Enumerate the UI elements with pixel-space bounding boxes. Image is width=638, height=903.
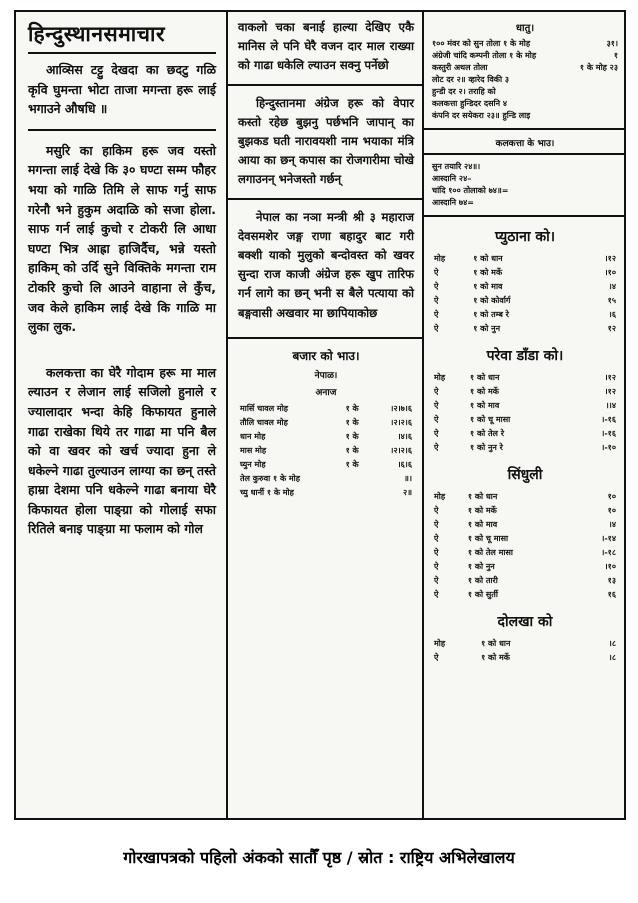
section-table <box>432 371 618 455</box>
metals-title: धातु। <box>515 23 535 34</box>
item-text: अंग्रेजी चांदि कम्पनी तोला १ के मोह <box>432 51 537 60</box>
news-item-4: वाकलो चका बनाई हाल्या देखिए एकै मानिस ले पनि घेरै वजन दार माल राख्या को गाढा धकेलि ल्याउन सक्नु पर्नेछो <box>238 20 414 73</box>
table-row <box>432 588 618 602</box>
item-cell: १ को माव <box>473 282 503 291</box>
divider <box>424 153 624 155</box>
qty-cell: १ के <box>345 459 359 469</box>
qty-cell: १ के <box>345 445 359 455</box>
qty-cell: १ के <box>345 417 359 427</box>
rate-cell: ।१२ <box>604 254 616 263</box>
item-text: कस्तुरी अथल तोला <box>432 63 488 72</box>
qty-cell <box>344 472 372 486</box>
news-item-5: हिन्दुस्तानमा अंग्रेज हरू को वेपार कस्तो रहेछ बुझनु पर्छभनि जापान् का बुझकड घती नारावयशी नाम भयाका मंत्रि आया का छन् कपास का रोजगारीमा चोखे लगाउनन् भनेजस्तो गर्छन् <box>238 95 414 187</box>
news-item-2: मसुरि का हाकिम हरू जव यस्तो मगन्ता लाई देखे कि ३० घण्टा सम्म फौहर भया को गाळि तिमि ले साफ गर्नु साफ गरेनौ भने हुकुम अदाळि को सजा होला. साफ गर्न लाई कुचो र टोकरी लि आधा घण्टा भित्र आह्रा हाजिर्दैच, भन्ने यस्तो हाकिम् को उर्दि सुने विक्तिके मगन्ता राम टोकरि कुचो लि आउने वाहाना ले कुँच, जव केले हाकिम लाई देखे कि गाळि मा लुका लुक. <box>28 142 216 335</box>
news-item-3: कलकत्ता का घेरै गोदाम हरू मा माल ल्याउन र लेजान लाई सजिलो हुनाले र ज्यालादार भन्दा केहि किफायत हुनाले गाढा राखेका थिये तर गाढा मा पनि बैल को वा खवर को खर्च ज्यादा हुना ले धकेल्ने गाढा तुल्याउन लाग्या का छन् तस्ते हाम्रा देशमा पनि धकेल्ने गाढा बनाया घेरै किफायत होला पाङ्ग्रा को गोलाई सफा रितिले बनाइ पाङ्ग्रा मा फलाम को गोल <box>28 364 216 537</box>
item-cell: १ को धान <box>470 373 500 382</box>
item-cell: १ को मर्के <box>473 268 503 277</box>
item-text: चांदि १०० तोलाको ७४॥= <box>432 186 509 195</box>
rate-cell: ।-१० <box>601 443 616 452</box>
calcutta-list <box>432 161 618 209</box>
rate-cell: ।४ <box>608 282 616 291</box>
item-cell: १ को कोर्वार्ग <box>473 296 511 305</box>
unit-cell: ऐ <box>434 520 439 529</box>
item-cell: १ को चू मासा <box>470 415 511 424</box>
image-caption: गोरखापत्रको पहिलो अंकको सातौँ पृष्ठ / स्रोत : राष्ट्रिय अभिलेखालय <box>123 848 515 867</box>
table-row <box>432 441 618 455</box>
table-row <box>432 504 618 518</box>
section-table <box>432 252 618 336</box>
item-text: हुन्डी दर २। तराहि को <box>432 87 496 96</box>
item-cell: तेल कुरुवा १ के मोह <box>240 473 300 483</box>
rate-cell: ।-१६ <box>601 429 616 438</box>
divider <box>424 128 624 130</box>
table-row <box>432 560 618 574</box>
item-cell: १ को मर्के <box>470 387 499 396</box>
news-item-6: नेपाल का नञा मन्त्री श्री ३ महाराज देवसमशेर जङ्ग राणा बहादुर बाट गरी बक्शी याको मुलुको बन्दोवस्त को खवर सुन्दा राज काजी अंग्रेज हरू खुप तारिफ गर्न लागे का छन् भनी स बैले पत्याया को बङ्गवासी अखवार मा छापियाकोछ <box>238 209 414 320</box>
rate-cell: १० <box>607 492 616 501</box>
item-cell: १ को मर्के <box>481 653 510 662</box>
table-row <box>432 574 618 588</box>
newspaper-page <box>14 10 626 820</box>
rate-cell: ।६ <box>608 310 616 319</box>
rate-cell: ।१२ <box>604 373 616 382</box>
table-row <box>238 416 414 430</box>
rate-cell: ।-१६ <box>601 415 616 424</box>
table-row <box>432 294 618 308</box>
table-row <box>238 430 414 444</box>
metals-list <box>432 38 618 122</box>
rate-cell: १६ <box>607 590 616 599</box>
item-cell: १ को धान <box>467 492 498 501</box>
rate-cell: ।१० <box>604 562 616 571</box>
item-cell: १ को मर्के <box>467 506 497 515</box>
unit-cell: ऐ <box>434 534 439 543</box>
rate-cell: १५ <box>607 296 616 305</box>
section-table <box>432 490 618 602</box>
item-cell: १ को नुन <box>473 324 501 333</box>
table-row <box>432 252 618 266</box>
unit-cell: ऐ <box>434 443 439 452</box>
unit-cell: ऐ <box>434 415 439 424</box>
item-rate: ३१। <box>606 39 618 48</box>
divider <box>228 337 422 339</box>
table-row <box>432 546 618 560</box>
divider <box>228 84 422 86</box>
divider <box>424 215 624 217</box>
item-cell: घ्युन मोह <box>240 459 266 469</box>
table-row <box>432 266 618 280</box>
item-cell: १ को सुर्ती <box>467 590 498 599</box>
table-row <box>432 490 618 504</box>
news-item-1: आव्सिस टट्टु देखदा का छदटु गळि कृवि घुमन्ता भोटा ताजा मगन्ता हरू लाई भगाउने औषधि ॥ <box>28 62 216 117</box>
column-2 <box>228 12 424 818</box>
item-cell: तौलि चावल मोह <box>240 417 288 427</box>
unit-cell: ऐ <box>434 653 439 662</box>
list-item <box>432 62 618 74</box>
divider <box>28 129 216 131</box>
item-cell: १ को नुन <box>467 562 495 571</box>
unit-cell: ऐ <box>434 548 439 557</box>
list-item <box>432 38 618 50</box>
item-text: सुन तयारि २४॥। <box>432 162 481 171</box>
bazaar-subhead: अनाज <box>315 387 337 398</box>
list-item <box>432 185 618 197</box>
rate-cell: ।१० <box>604 268 616 277</box>
list-item <box>432 86 618 98</box>
unit-cell: ऐ <box>434 506 439 515</box>
unit-cell: ऐ <box>434 387 439 396</box>
section-title: सिंधुली <box>507 467 543 483</box>
calcutta-title: कलकत्ता के भाउ। <box>495 139 555 149</box>
item-cell: १ को तेल मासा <box>467 548 513 557</box>
item-text: आस्दानि ७४= <box>432 198 474 207</box>
table-row <box>432 280 618 294</box>
rate-cell: ।२।२।६ <box>390 417 412 427</box>
unit-cell: मोह <box>434 373 446 382</box>
item-text: आस्दानि २४– <box>432 174 472 183</box>
rate-cell: ।१२ <box>604 387 616 396</box>
rate-cell: ।६।६ <box>397 459 412 469</box>
item-text: कंपनि दर सयेकरा २३॥ हुन्डि लाइ <box>432 111 531 120</box>
item-rate: १ के मोह २३ <box>579 63 618 72</box>
table-row <box>238 444 414 458</box>
table-row <box>238 402 414 416</box>
list-item <box>432 161 618 173</box>
item-cell: च्यु धार्नी १ के मोह <box>240 487 294 497</box>
table-row <box>432 308 618 322</box>
rate-cell: ।२।२।६ <box>390 445 412 455</box>
item-text: कलकत्ता हुन्डिदर दसनि ४ <box>432 99 507 108</box>
item-cell: १ को धान <box>481 639 511 648</box>
item-cell: मास मोह <box>240 445 267 455</box>
rate-cell: ।४।६ <box>397 431 412 441</box>
unit-cell: ऐ <box>434 268 439 277</box>
list-item <box>432 50 618 62</box>
rate-cell: २॥ <box>403 487 412 497</box>
item-cell: १ को चू मासा <box>467 534 509 543</box>
unit-cell: ऐ <box>434 429 439 438</box>
unit-cell: ऐ <box>434 401 439 410</box>
unit-cell: ऐ <box>434 576 439 585</box>
rate-cell: ।८ <box>608 653 616 662</box>
table-row <box>432 399 618 413</box>
list-item <box>432 74 618 86</box>
table-row <box>432 637 618 651</box>
qty-cell: १ के <box>345 403 359 413</box>
table-row <box>432 532 618 546</box>
masthead-title: हिन्दुस्थानसमाचार <box>28 20 216 54</box>
section-table <box>432 637 618 665</box>
bazaar-table <box>238 402 414 500</box>
table-row <box>432 371 618 385</box>
rate-cell: १३ <box>607 576 616 585</box>
item-text: लोट दर २॥ व्हारेद विकी ३ <box>432 75 509 84</box>
unit-cell: ऐ <box>434 562 439 571</box>
rate-cell: ।-१८ <box>601 548 616 557</box>
table-row <box>432 427 618 441</box>
table-row <box>432 518 618 532</box>
rate-cell: ।४ <box>608 520 616 529</box>
section-title: प्युठाना को। <box>494 229 556 245</box>
item-cell: धान मोह <box>240 431 266 441</box>
item-cell: १ को तारी <box>467 576 498 585</box>
bazaar-title: बजार को भाउ। <box>292 348 360 363</box>
qty-cell: १ के <box>345 431 359 441</box>
table-row <box>238 486 414 500</box>
table-row <box>432 651 618 665</box>
rate-cell: ।८ <box>608 639 616 648</box>
list-item <box>432 197 618 209</box>
unit-cell: ऐ <box>434 324 439 333</box>
unit-cell: ऐ <box>434 282 439 291</box>
item-rate: १ <box>613 51 618 60</box>
item-cell: १ को धान <box>473 254 503 263</box>
item-text: १०० मंवर को सुन तोला १ के मोह <box>432 39 531 48</box>
table-row <box>432 322 618 336</box>
rate-cell: १० <box>607 506 616 515</box>
list-item <box>432 110 618 122</box>
list-item <box>432 173 618 185</box>
item-cell: १ को माव <box>470 401 500 410</box>
rate-cell: ।२।७।६ <box>390 403 412 413</box>
item-cell: १ को तेल रे <box>470 429 505 438</box>
qty-cell <box>344 486 372 500</box>
divider <box>228 198 422 200</box>
item-cell: १ को माव <box>467 520 498 529</box>
unit-cell: ऐ <box>434 310 439 319</box>
column-3 <box>424 12 624 818</box>
item-cell: १ को नुन रे <box>470 443 503 452</box>
table-row <box>432 385 618 399</box>
rate-cell: ।-१४ <box>601 534 616 543</box>
rate-cell: ।।४ <box>605 401 616 410</box>
unit-cell: ऐ <box>434 590 439 599</box>
bazaar-place: नेपाळ। <box>314 370 338 381</box>
item-cell: १ को तम्ब रे <box>473 310 509 319</box>
table-row <box>238 458 414 472</box>
list-item <box>432 98 618 110</box>
section-title: परेवा डाँडा को। <box>486 348 564 364</box>
unit-cell: ऐ <box>434 296 439 305</box>
column-1 <box>16 12 228 818</box>
section-title: दोलखा को <box>497 614 553 630</box>
table-row <box>238 472 414 486</box>
rate-cell: ॥। <box>404 473 412 483</box>
unit-cell: मोह <box>434 254 446 263</box>
unit-cell: मोह <box>434 492 446 501</box>
item-cell: मार्सि चावल मोह <box>240 403 289 413</box>
table-row <box>432 413 618 427</box>
unit-cell: मोह <box>434 639 446 648</box>
rate-cell: १२ <box>607 324 616 333</box>
